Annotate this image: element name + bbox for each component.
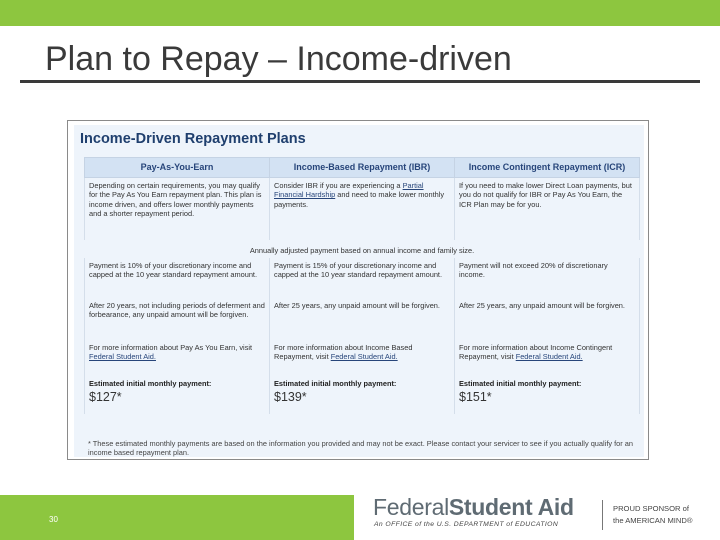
- logo-word-student-aid: Student Aid: [448, 494, 574, 520]
- logo-divider: [602, 500, 603, 530]
- column-header-ibr: Income-Based Repayment (IBR): [270, 158, 455, 178]
- ibr-more-info: [270, 340, 455, 376]
- estimate-row: [85, 376, 640, 414]
- paye-payment: Payment is 10% of your discretionary income and capped at the 10 year standard repayment amount.: [85, 258, 270, 298]
- icr-fsa-link[interactable]: Federal Student Aid.: [515, 351, 583, 361]
- icr-payment: Payment will not exceed 20% of discretionary income.: [455, 258, 640, 298]
- ibr-description: [270, 178, 455, 240]
- paye-description: Depending on certain requirements, you may qualify for the Pay As You Earn repayment plan. This plan is income driven, and offers lower monthly payments and a shorter repayment period.: [85, 178, 270, 240]
- repayment-plans-screenshot: [67, 120, 649, 460]
- paye-forgiveness: After 20 years, not including periods of deferment and forbearance, any unpaid amount will be forgiven.: [85, 298, 270, 340]
- ibr-fsa-link[interactable]: Federal Student Aid.: [330, 351, 398, 361]
- top-accent-bar: [0, 0, 720, 26]
- payment-row: [85, 258, 640, 298]
- ibr-description-suffix: and need to make lower monthly payments.: [274, 190, 445, 209]
- icr-more-info: [455, 340, 640, 376]
- ibr-forgiveness: After 25 years, any unpaid amount will be forgiven.: [270, 298, 455, 340]
- sponsor-line-1: PROUD SPONSOR of: [613, 504, 689, 513]
- paye-estimate-value: $127*: [89, 389, 122, 404]
- more-info-row: [85, 340, 640, 376]
- ibr-estimate-label: Estimated initial monthly payment:: [274, 378, 397, 388]
- logo-word-federal: Federal: [373, 494, 449, 520]
- panel-title: Income-Driven Repayment Plans: [80, 131, 306, 147]
- plans-comparison-table: [84, 157, 640, 414]
- paye-estimate-label: Estimated initial monthly payment:: [89, 378, 212, 388]
- description-row: [85, 178, 640, 240]
- partial-financial-hardship-link[interactable]: Partial Financial Hardship: [274, 181, 424, 200]
- logo-tagline: An OFFICE of the U.S. DEPARTMENT of EDUCATION: [374, 521, 559, 528]
- ibr-estimate-value: $139*: [274, 389, 307, 404]
- paye-more-info: [85, 340, 270, 376]
- paye-fsa-link[interactable]: Federal Student Aid.: [89, 351, 156, 361]
- slide-title: Plan to Repay – Income-driven: [45, 40, 512, 78]
- ibr-estimate: [270, 376, 455, 414]
- federal-student-aid-logo: [373, 494, 574, 521]
- shared-note-row: [85, 240, 640, 258]
- estimate-footnote: * These estimated monthly payments are based on the information you provided and may not be exact. Please contact your servicer to see if you actually qualify for an income based repayment plan.: [88, 439, 634, 457]
- table-header-row: [85, 158, 640, 178]
- ibr-payment: Payment is 15% of your discretionary income and capped at the 10 year standard repayment amount.: [270, 258, 455, 298]
- ibr-description-prefix: Consider IBR if you are experiencing a: [274, 181, 403, 190]
- icr-estimate: [455, 376, 640, 414]
- icr-description: If you need to make lower Direct Loan payments, but you do not qualify for IBR or Pay As You Earn, the ICR Plan may be for you.: [455, 178, 640, 240]
- paye-estimate: [85, 376, 270, 414]
- panel-background: [74, 125, 644, 457]
- page-number: 30: [49, 515, 58, 524]
- column-header-paye: Pay-As-You-Earn: [85, 158, 270, 178]
- sponsor-line-2: the AMERICAN MIND®: [613, 516, 693, 525]
- paye-info-text: For more information about Pay As You Earn, visit: [89, 342, 253, 352]
- forgiveness-row: [85, 298, 640, 340]
- icr-estimate-value: $151*: [459, 389, 492, 404]
- column-header-icr: Income Contingent Repayment (ICR): [455, 158, 640, 178]
- title-underline: [20, 80, 700, 83]
- ibr-info-text: For more information about Income Based Repayment, visit: [274, 342, 413, 361]
- icr-forgiveness: After 25 years, any unpaid amount will be forgiven.: [455, 298, 640, 340]
- icr-estimate-label: Estimated initial monthly payment:: [459, 378, 582, 388]
- shared-note: Annually adjusted payment based on annual income and family size.: [249, 245, 475, 255]
- icr-info-text: For more information about Income Contingent Repayment, visit: [459, 342, 613, 361]
